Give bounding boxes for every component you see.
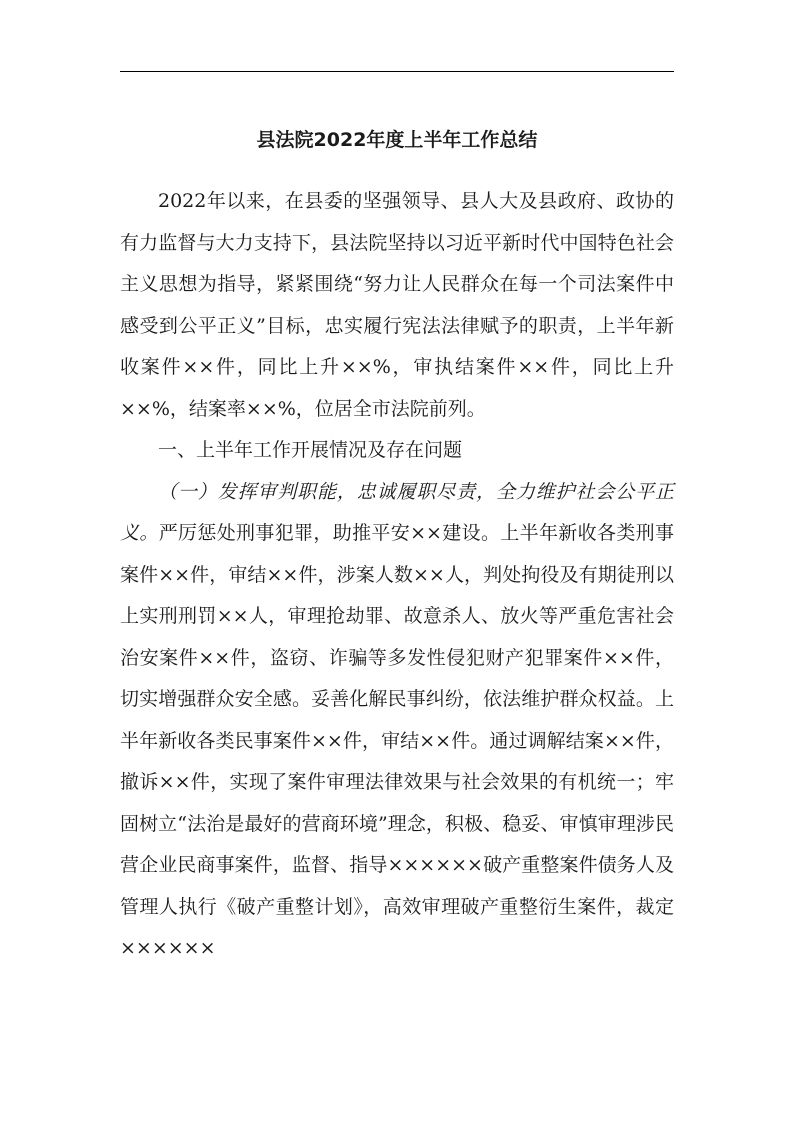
subsection-body: 严厉惩处刑事犯罪，助推平安××建设。上半年新收各类刑事案件××件，审结××件，涉案人数××人，判处拘役及有期徒刑以上实刑刑罚××人，审理抢劫罪、故意杀人、放火等严重危害社会治安案件××件，盗窃、诈骗等多发性侵犯财产犯罪案件××件，切实增强群众安全感。妥善化解民事纠纷，依法维护群众权益。上半年新收各类民事案件××件，审结××件。通过调解结案××件，撤诉××件，实现了案件审理法律效果与社会效果的有机统一；牢固树立“法治是最好的营商环境”理念，积极、稳妥、审慎审理涉民营企业民商事案件，监督、指导××××××破产重整案件债务人及管理人执行《破产重整计划》，高效审理破产重整衍生案件，裁定××××××: [120, 522, 674, 959]
subsection-paragraph: [120, 472, 674, 970]
document-body: [120, 181, 674, 970]
section-heading: 一、上半年工作开展情况及存在问题: [158, 439, 463, 461]
header-rule: [120, 71, 674, 72]
subsection-lead: （一）发挥审判职能，忠诚履职尽责，全力维护社会公平正义。: [120, 480, 674, 544]
document-title: 县法院2022年度上半年工作总结: [256, 129, 538, 151]
intro-paragraph: 2022年以来，在县委的坚强领导、县人大及县政府、政协的有力监督与大力支持下，县法院坚持以习近平新时代中国特色社会主义思想为指导，紧紧围绕“努力让人民群众在每一个司法案件中感受到公平正义”目标，忠实履行宪法法律赋予的职责，上半年新收案件××件，同比上升××%，审执结案件××件，同比上升××%，结案率××%，位居全市法院前列。: [120, 190, 674, 420]
